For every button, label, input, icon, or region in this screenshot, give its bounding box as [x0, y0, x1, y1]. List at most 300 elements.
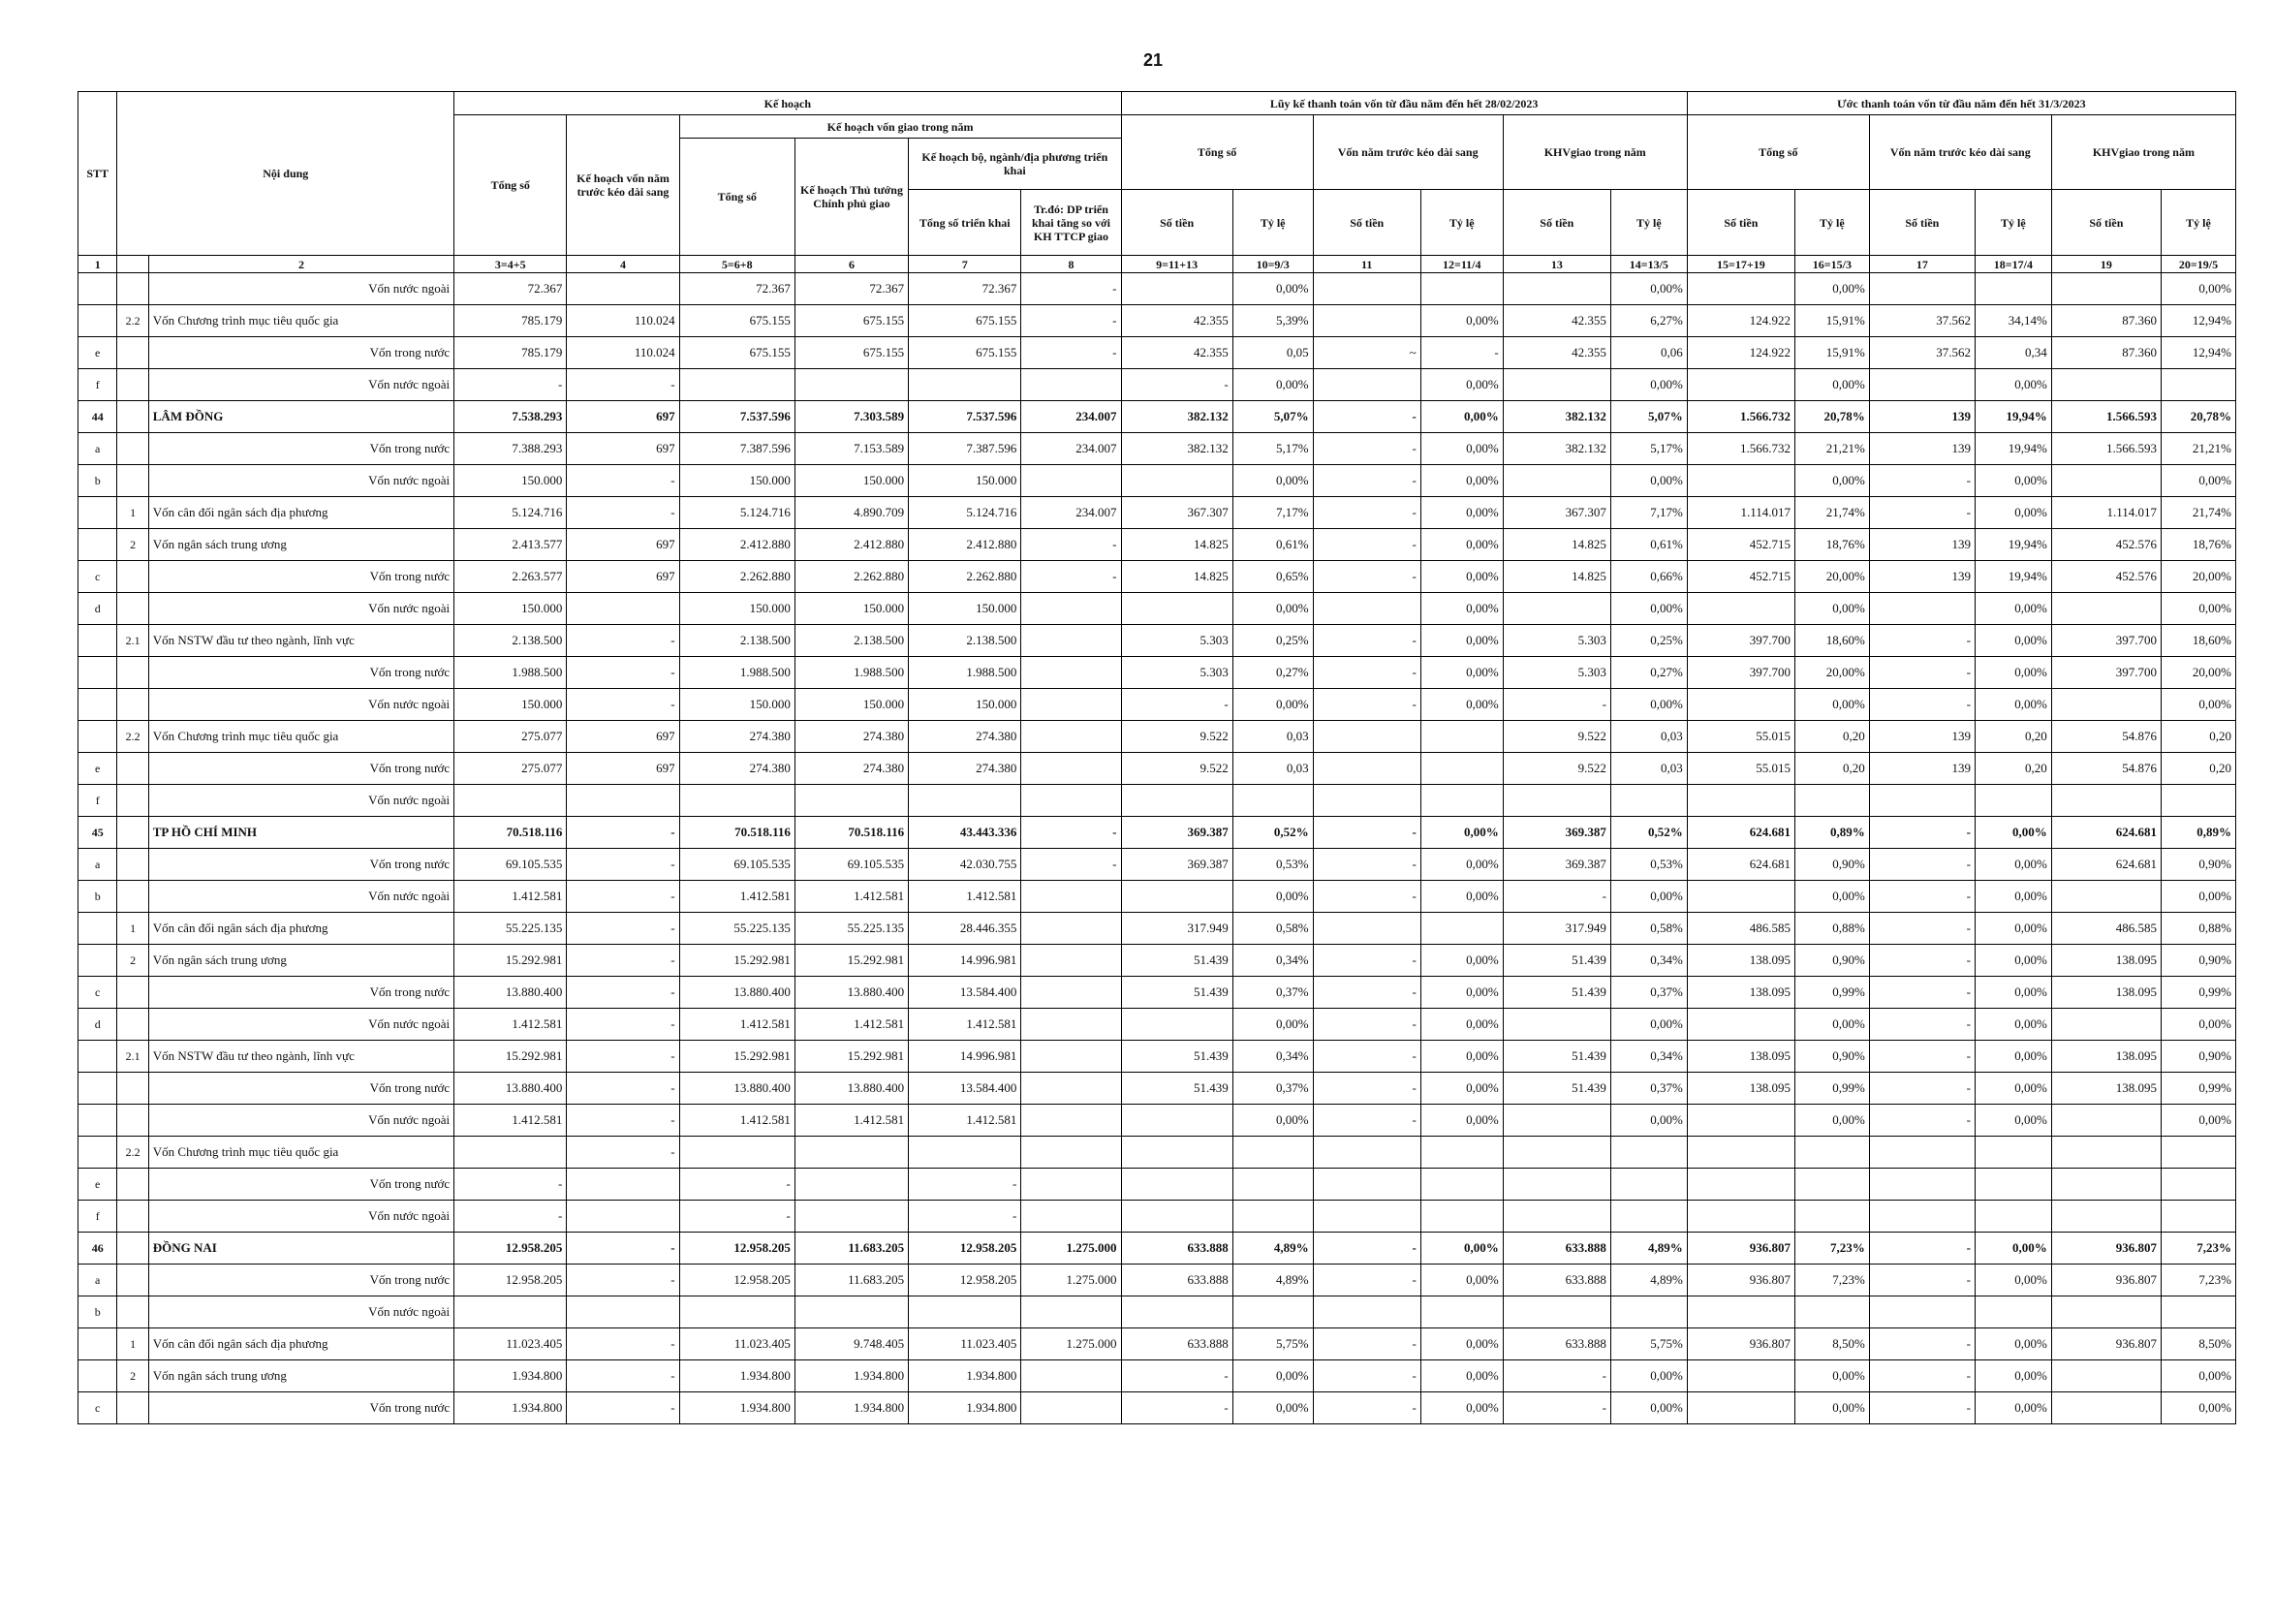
row-sub-index: 2 [117, 945, 148, 977]
row-sub-index [117, 785, 148, 817]
row-value: 697 [567, 401, 679, 433]
row-value [567, 1201, 679, 1233]
row-value [794, 1201, 908, 1233]
row-value: 697 [567, 721, 679, 753]
row-content: TP HỒ CHÍ MINH [148, 817, 453, 849]
row-value: 633.888 [1121, 1233, 1232, 1265]
row-value: - [1313, 817, 1420, 849]
row-stt [78, 1328, 117, 1360]
row-value [2161, 1169, 2235, 1201]
header-est-prior: Vốn năm trước kéo dài sang [1869, 115, 2051, 190]
row-value: 936.807 [2051, 1233, 2161, 1265]
row-value: - [1869, 1105, 1975, 1137]
row-value: 34,14% [1975, 305, 2051, 337]
row-sub-index [117, 337, 148, 369]
row-value [1313, 273, 1420, 305]
row-stt [78, 1073, 117, 1105]
row-value [1975, 273, 2051, 305]
row-value: 9.522 [1503, 721, 1610, 753]
row-value [1687, 369, 1794, 401]
row-value: 138.095 [2051, 977, 2161, 1009]
row-sub-index: 2.1 [117, 625, 148, 657]
row-value [1021, 913, 1121, 945]
row-value [1687, 1105, 1794, 1137]
row-value: 0,90% [2161, 945, 2235, 977]
row-value: 675.155 [909, 337, 1021, 369]
row-content: Vốn nước ngoài [148, 1201, 453, 1233]
row-value [1794, 1137, 1869, 1169]
row-value: 1.412.581 [454, 1009, 567, 1041]
row-value: 0,00% [1794, 593, 1869, 625]
row-value [2161, 1201, 2235, 1233]
row-value [1975, 1201, 2051, 1233]
row-value: - [1313, 433, 1420, 465]
table-row [78, 945, 2236, 977]
row-value: - [454, 369, 567, 401]
row-value [2051, 785, 2161, 817]
row-value: 0,00% [1232, 273, 1313, 305]
row-sub-index [117, 1265, 148, 1296]
row-value [1503, 1201, 1610, 1233]
row-value: 0,00% [1610, 369, 1687, 401]
row-stt: d [78, 1009, 117, 1041]
row-value: 7,17% [1232, 497, 1313, 529]
header-local-increase: Tr.đó: DP triển khai tăng so với KH TTCP giao [1021, 190, 1121, 256]
row-value [1313, 1296, 1420, 1328]
row-value: 15,91% [1794, 305, 1869, 337]
row-value: - [1869, 625, 1975, 657]
row-value: 1.934.800 [679, 1392, 794, 1424]
row-stt: b [78, 1296, 117, 1328]
row-value [1975, 785, 2051, 817]
row-value: 0,00% [2161, 1009, 2235, 1041]
row-value: - [1313, 849, 1420, 881]
row-value: 12,94% [2161, 337, 2235, 369]
row-value [1687, 1169, 1794, 1201]
row-sub-index: 1 [117, 1328, 148, 1360]
row-value [1121, 785, 1232, 817]
row-value: 42.355 [1503, 337, 1610, 369]
row-value: 150.000 [454, 465, 567, 497]
row-stt: b [78, 881, 117, 913]
row-value: 21,21% [1794, 433, 1869, 465]
row-content: Vốn Chương trình mục tiêu quốc gia [148, 721, 453, 753]
row-value: 1.412.581 [794, 881, 908, 913]
row-value [1021, 1296, 1121, 1328]
table-row [78, 817, 2236, 849]
row-value: 138.095 [1687, 945, 1794, 977]
row-value: 0,65% [1232, 561, 1313, 593]
row-value: 2.138.500 [679, 625, 794, 657]
row-value: 0,03 [1610, 753, 1687, 785]
row-value: 55.225.135 [454, 913, 567, 945]
row-value: 1.114.017 [1687, 497, 1794, 529]
row-value: 0,00% [1420, 1009, 1503, 1041]
row-value: - [1313, 689, 1420, 721]
row-value: 382.132 [1121, 401, 1232, 433]
row-value: - [1313, 977, 1420, 1009]
row-value: 2.412.880 [909, 529, 1021, 561]
row-stt [78, 1137, 117, 1169]
row-value [2051, 689, 2161, 721]
row-value: 5.303 [1121, 625, 1232, 657]
row-value: 139 [1869, 433, 1975, 465]
row-value: 0,00% [1232, 1360, 1313, 1392]
row-value: - [1869, 465, 1975, 497]
row-value [1121, 593, 1232, 625]
table-row [78, 785, 2236, 817]
row-value: 0,00% [1420, 945, 1503, 977]
table-row [78, 1296, 2236, 1328]
column-number: 12=11/4 [1420, 256, 1503, 273]
row-value: 633.888 [1503, 1328, 1610, 1360]
row-value: 69.105.535 [794, 849, 908, 881]
row-stt: f [78, 369, 117, 401]
row-value [2051, 369, 2161, 401]
row-stt: a [78, 1265, 117, 1296]
row-value: 1.412.581 [679, 1009, 794, 1041]
row-value: 0,00% [1420, 1392, 1503, 1424]
row-content: Vốn trong nước [148, 1073, 453, 1105]
row-value: - [909, 1169, 1021, 1201]
row-value: 0,00% [1975, 817, 2051, 849]
column-number: 13 [1503, 256, 1610, 273]
row-value [1313, 1137, 1420, 1169]
row-value: 452.576 [2051, 529, 2161, 561]
row-value: 138.095 [2051, 1041, 2161, 1073]
row-value: 138.095 [1687, 977, 1794, 1009]
row-value: 124.922 [1687, 305, 1794, 337]
row-sub-index: 2.1 [117, 1041, 148, 1073]
row-value: 19,94% [1975, 401, 2051, 433]
page-number: 21 [1142, 50, 1164, 70]
row-value: 1.412.581 [909, 1009, 1021, 1041]
row-value [679, 1137, 794, 1169]
row-value [1232, 785, 1313, 817]
row-value: - [1021, 849, 1121, 881]
row-value: 624.681 [1687, 849, 1794, 881]
row-value: 0,00% [1975, 465, 2051, 497]
row-value [1869, 1296, 1975, 1328]
row-value: 14.996.981 [909, 1041, 1021, 1073]
row-value [1869, 1201, 1975, 1233]
header-amount: Số tiền [1121, 190, 1232, 256]
column-number: 1 [78, 256, 117, 273]
row-value: 0,61% [1610, 529, 1687, 561]
row-value [1021, 689, 1121, 721]
row-value: - [567, 1041, 679, 1073]
row-sub-index: 2.2 [117, 721, 148, 753]
row-value: 2.413.577 [454, 529, 567, 561]
row-value [1313, 913, 1420, 945]
row-value: 452.715 [1687, 561, 1794, 593]
table-row [78, 433, 2236, 465]
header-amount: Số tiền [2051, 190, 2161, 256]
row-value: 42.030.755 [909, 849, 1021, 881]
row-content: LÂM ĐỒNG [148, 401, 453, 433]
row-content: Vốn trong nước [148, 337, 453, 369]
row-value: 0,00% [1420, 881, 1503, 913]
row-value: 15.292.981 [679, 1041, 794, 1073]
row-value: 2.262.880 [794, 561, 908, 593]
row-sub-index [117, 1201, 148, 1233]
row-value [1420, 1169, 1503, 1201]
row-content: Vốn nước ngoài [148, 593, 453, 625]
row-value: 382.132 [1503, 433, 1610, 465]
row-value: 0,20 [2161, 721, 2235, 753]
column-number: 19 [2051, 256, 2161, 273]
row-value: 0,00% [1420, 1360, 1503, 1392]
row-value [1021, 945, 1121, 977]
row-value: 369.387 [1121, 817, 1232, 849]
row-value: 0,34% [1232, 945, 1313, 977]
row-stt [78, 305, 117, 337]
row-sub-index [117, 561, 148, 593]
row-value [1794, 785, 1869, 817]
row-value: - [1869, 1233, 1975, 1265]
row-value [1503, 1137, 1610, 1169]
row-value: 150.000 [454, 689, 567, 721]
row-content: Vốn trong nước [148, 1169, 453, 1201]
row-value: 139 [1869, 753, 1975, 785]
row-value: 1.988.500 [679, 657, 794, 689]
row-value: 0,00% [1610, 1360, 1687, 1392]
table-row [78, 625, 2236, 657]
table-row [78, 913, 2236, 945]
row-value [1503, 1009, 1610, 1041]
table-row [78, 1009, 2236, 1041]
row-value: 633.888 [1503, 1233, 1610, 1265]
column-number [117, 256, 148, 273]
row-value [909, 369, 1021, 401]
row-value: 452.576 [2051, 561, 2161, 593]
row-value: 14.825 [1503, 561, 1610, 593]
row-value: 9.748.405 [794, 1328, 908, 1360]
row-sub-index [117, 689, 148, 721]
row-value [1021, 1360, 1121, 1392]
row-value: 15.292.981 [794, 945, 908, 977]
header-cum-khv: KHVgiao trong năm [1503, 115, 1687, 190]
row-value [679, 369, 794, 401]
row-value: - [1313, 465, 1420, 497]
row-value [2161, 1137, 2235, 1169]
row-value [1313, 721, 1420, 753]
row-value [1610, 1169, 1687, 1201]
row-value: - [1313, 497, 1420, 529]
row-value [794, 1169, 908, 1201]
row-value: 13.880.400 [794, 1073, 908, 1105]
row-value: 7,23% [2161, 1233, 2235, 1265]
row-value: 20,78% [2161, 401, 2235, 433]
row-value: 18,76% [2161, 529, 2235, 561]
row-value: 1.275.000 [1021, 1233, 1121, 1265]
row-value: 13.880.400 [679, 1073, 794, 1105]
row-value: - [567, 881, 679, 913]
row-value: 0,00% [1975, 593, 2051, 625]
row-content: Vốn NSTW đầu tư theo ngành, lĩnh vực [148, 1041, 453, 1073]
row-value: 1.566.732 [1687, 401, 1794, 433]
row-value: - [1313, 1233, 1420, 1265]
row-value [1975, 1296, 2051, 1328]
row-value: - [567, 849, 679, 881]
row-value [1687, 1360, 1794, 1392]
row-value [2051, 1296, 2161, 1328]
table-row [78, 561, 2236, 593]
row-value: 55.015 [1687, 721, 1794, 753]
row-stt: 44 [78, 401, 117, 433]
row-value: 1.934.800 [454, 1392, 567, 1424]
row-value [2051, 1360, 2161, 1392]
row-value: 0,00% [2161, 1105, 2235, 1137]
table-row [78, 1360, 2236, 1392]
row-value: 0,00% [2161, 689, 2235, 721]
table-row [78, 401, 2236, 433]
row-value: 2.138.500 [794, 625, 908, 657]
row-value [454, 785, 567, 817]
row-value: 1.412.581 [679, 881, 794, 913]
row-value: 0,00% [1420, 497, 1503, 529]
row-value [1420, 721, 1503, 753]
column-number: 10=9/3 [1232, 256, 1313, 273]
row-content: Vốn nước ngoài [148, 1105, 453, 1137]
row-value: - [567, 1073, 679, 1105]
row-value [1610, 785, 1687, 817]
row-value: 0,00% [1794, 1392, 1869, 1424]
row-value: 675.155 [679, 337, 794, 369]
row-value: 15.292.981 [454, 945, 567, 977]
row-value [567, 273, 679, 305]
row-value: 13.880.400 [454, 1073, 567, 1105]
row-value: 0,00% [1610, 881, 1687, 913]
row-value: 0,00% [2161, 1360, 2235, 1392]
row-value: 4,89% [1232, 1265, 1313, 1296]
row-sub-index [117, 849, 148, 881]
row-value [1975, 1137, 2051, 1169]
row-value: 0,00% [1975, 977, 2051, 1009]
row-value: 0,99% [1794, 977, 1869, 1009]
row-value: 0,66% [1610, 561, 1687, 593]
row-stt: a [78, 433, 117, 465]
row-value: - [567, 913, 679, 945]
row-value: 0,20 [2161, 753, 2235, 785]
row-value: 0,00% [1794, 1105, 1869, 1137]
row-value: 8,50% [1794, 1328, 1869, 1360]
row-value [1121, 881, 1232, 913]
row-value: 0,99% [2161, 977, 2235, 1009]
row-value: 9.522 [1503, 753, 1610, 785]
row-sub-index [117, 753, 148, 785]
table-row [78, 273, 2236, 305]
row-value: 5.124.716 [909, 497, 1021, 529]
row-content: Vốn nước ngoài [148, 465, 453, 497]
row-value: 5,17% [1232, 433, 1313, 465]
row-content: Vốn NSTW đầu tư theo ngành, lĩnh vực [148, 625, 453, 657]
row-value: 0,00% [1420, 1265, 1503, 1296]
column-number: 6 [794, 256, 908, 273]
row-value: 397.700 [2051, 657, 2161, 689]
row-sub-index [117, 1169, 148, 1201]
row-value: 51.439 [1503, 1073, 1610, 1105]
row-value: 382.132 [1503, 401, 1610, 433]
row-value [1313, 1201, 1420, 1233]
column-number: 3=4+5 [454, 256, 567, 273]
row-value: ~ [1313, 337, 1420, 369]
row-stt: b [78, 465, 117, 497]
row-sub-index [117, 401, 148, 433]
row-value: - [567, 1233, 679, 1265]
row-value [1503, 1105, 1610, 1137]
row-value: 274.380 [909, 721, 1021, 753]
row-stt: e [78, 337, 117, 369]
row-value: 0,00% [1420, 593, 1503, 625]
row-value: 0,90% [1794, 1041, 1869, 1073]
row-value: 12.958.205 [679, 1265, 794, 1296]
header-rate: Tỷ lệ [1610, 190, 1687, 256]
row-value: - [1869, 1073, 1975, 1105]
table-row [78, 465, 2236, 497]
header-amount: Số tiền [1869, 190, 1975, 256]
row-value: 11.683.205 [794, 1233, 908, 1265]
row-value: 72.367 [794, 273, 908, 305]
row-value [2051, 881, 2161, 913]
row-value: - [1313, 945, 1420, 977]
row-value: 0,03 [1610, 721, 1687, 753]
report-table [78, 91, 2236, 1424]
column-number-row [78, 256, 2236, 273]
row-value: 0,00% [1794, 273, 1869, 305]
row-value: - [567, 1328, 679, 1360]
row-value: 0,25% [1610, 625, 1687, 657]
row-value: 382.132 [1121, 433, 1232, 465]
row-value: 7.387.596 [909, 433, 1021, 465]
header-est-total: Tổng số [1687, 115, 1869, 190]
row-value: 0,00% [1794, 881, 1869, 913]
row-value: - [1121, 369, 1232, 401]
row-value [2051, 593, 2161, 625]
header-cum-total: Tổng số [1121, 115, 1313, 190]
header-deploy-total: Tổng số triển khai [909, 190, 1021, 256]
row-value: 0,00% [1610, 465, 1687, 497]
table-row [78, 1073, 2236, 1105]
row-value: 486.585 [1687, 913, 1794, 945]
row-value: 11.683.205 [794, 1265, 908, 1296]
row-value: 15.292.981 [679, 945, 794, 977]
row-content: Vốn Chương trình mục tiêu quốc gia [148, 305, 453, 337]
row-content: Vốn cân đối ngân sách địa phương [148, 497, 453, 529]
row-value: 0,00% [1975, 1265, 2051, 1296]
row-value [1687, 1296, 1794, 1328]
row-value: 2.138.500 [454, 625, 567, 657]
row-value [1313, 753, 1420, 785]
row-value: 19,94% [1975, 561, 2051, 593]
row-value: 5,75% [1610, 1328, 1687, 1360]
header-ministry-plan: Kế hoạch bộ, ngành/địa phương triển khai [909, 139, 1121, 190]
row-value: 14.996.981 [909, 945, 1021, 977]
row-value: 0,00% [2161, 273, 2235, 305]
row-value [1420, 1201, 1503, 1233]
row-value: 6,27% [1610, 305, 1687, 337]
row-value: - [1869, 1041, 1975, 1073]
table-row [78, 1169, 2236, 1201]
row-value: 0,00% [1975, 1392, 2051, 1424]
row-value: 13.584.400 [909, 1073, 1021, 1105]
row-value: - [567, 657, 679, 689]
row-value: 0,06 [1610, 337, 1687, 369]
row-value: 0,00% [1420, 689, 1503, 721]
row-value: 37.562 [1869, 305, 1975, 337]
row-value: 0,00% [1610, 689, 1687, 721]
row-value: 0,20 [1794, 753, 1869, 785]
